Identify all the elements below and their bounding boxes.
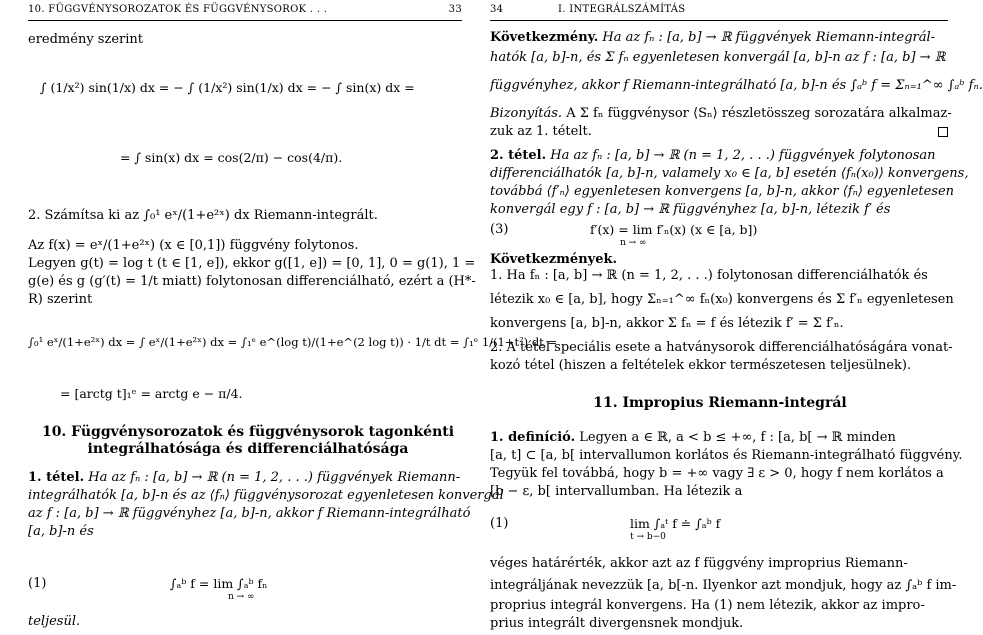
section-title: 10. Függvénysorozatok és függvénysorok tagonkénti integrálhatósága és differenciálhatósága [41,424,455,457]
definition-line-8: prius integrált divergensnek mondjuk. [490,616,744,631]
theorem-1-label: 1. tétel. [28,470,85,485]
theorem-1-line-1 [28,470,460,485]
theorem-1-line-2: integrálhatók [a, b]-n és az ⟨fₙ⟩ függvénysorozat egyenletesen konvergál [28,488,504,503]
definition-line-2: [a, t] ⊂ [a, b[ intervallumon korlátos és Riemann-integrálható függvény. [490,448,963,463]
kovetkezmeny-label: Következmény. [490,30,599,45]
definition-line-1 [490,430,896,445]
bizonyitas-label: Bizonyítás. [490,106,563,121]
equation-1r-label: (1) [490,516,509,531]
header-text: I. INTEGRÁLSZÁMÍTÁS [558,4,686,15]
solution-line-1: Az f(x) = eˣ/(1+e²ˣ) (x ∈ [0,1]) függvény folytonos. [28,238,359,253]
solution-line-3: g(e) és g (g′(t) = 1/t miatt) folytonosan differenciálható, ezért a (H*- [28,274,476,289]
teljesul-text: teljesül. [28,614,81,629]
theorem-1-text: Ha az fₙ : [a, b] → ℝ (n = 1, 2, . . .) függvények Riemann- [88,470,461,485]
equation-1-limit-subscript: n → ∞ [228,592,255,602]
section-title: 11. Impropius Riemann-integrál [593,395,847,411]
kovetkezmeny-line-2: hatók [a, b]-n, és Σ fₙ egyenletesen konvergál [a, b]-n az f : [a, b] → ℝ [490,50,946,65]
theorem-2-line-2: differenciálhatók [a, b]-n, valamely x₀ ∈ [a, b] esetén ⟨fₙ(x₀)⟩ konvergens, [490,166,969,181]
definition-line-7: proprius integrál konvergens. Ha (1) nem létezik, akkor az impro- [490,598,925,613]
theorem-2-text: Ha az fₙ : [a, b] → ℝ (n = 1, 2, . . .) függvények folytonosan [550,148,936,163]
header-rule [28,20,462,21]
equation-1r: lim ∫ₐᵗ f ≐ ∫ₐᵇ f [630,516,721,531]
kovetkezmeny-text: Ha az fₙ : [a, b] → ℝ függvények Riemann-integrál- [602,30,936,45]
consequence-2-line-1: 2. A tétel speciális esete a hatványsorok differenciálhatóságára vonat- [490,340,953,355]
definition-label: 1. definíció. [490,430,576,445]
bizonyitas-line-1 [490,106,952,121]
definition-line-4: [b − ε, b[ intervallumban. Ha létezik a [490,484,743,499]
bizonyitas-line-2 [490,124,948,139]
right-page [480,0,983,635]
formula-2a: ∫₀¹ eˣ/(1+e²ˣ) dx = ∫ eˣ/(1+e²ˣ) dx = ∫₁ᵉ e^(log t)/(1+e^(2 log t)) · 1/t dt = ∫₁ᵉ 1/(1+t²) dt = [28,335,558,349]
header-rule [490,20,948,21]
consequence-1-line-2: létezik x₀ ∈ [a, b], hogy Σₙ₌₁^∞ fₙ(x₀) konvergens és Σ f′ₙ egyenletesen [490,292,954,307]
definition-line-6: integráljának nevezzük [a, b[-n. Ilyenkor azt mondjuk, hogy az ∫ₐᵇ f im- [490,578,957,593]
equation-1: ∫ₐᵇ f = lim ∫ₐᵇ fₙ [170,576,268,591]
consequence-1-line-3: konvergens [a, b]-n, akkor Σ fₙ = f és létezik f′ = Σ f′ₙ. [490,316,844,331]
bizonyitas-text: A Σ fₙ függvénysor ⟨Sₙ⟩ részletösszeg sorozatára alkalmaz- [566,106,952,121]
equation-3-label: (3) [490,222,509,237]
theorem-2-line-4: konvergál egy f : [a, b] → ℝ függvényhez [a, b]-n, létezik f′ és [490,202,891,217]
task-2: 2. Számítsa ki az ∫₀¹ eˣ/(1+e²ˣ) dx Riemann-integrált. [28,208,378,223]
formula-1a: ∫ (1/x²) sin(1/x) dx = − ∫ (1/x²) sin(1/x) dx = − ∫ sin(x) dx = [40,80,415,95]
running-header [28,4,462,18]
theorem-1-line-4: [a, b]-n és [28,524,94,539]
theorem-2-label: 2. tétel. [490,148,547,163]
bizonyitas-text-2: zuk az 1. tételt. [490,124,592,139]
kovetkezmeny-line-3: függvényhez, akkor f Riemann-integrálható [a, b]-n és ∫ₐᵇ f = Σₙ₌₁^∞ ∫ₐᵇ fₙ. [490,78,983,93]
consequence-1-line-1: 1. Ha fₙ : [a, b] → ℝ (n = 1, 2, . . .) folytonosan differenciálhatók és [490,268,928,283]
theorem-2-line-1 [490,148,936,163]
equation-3: f′(x) = lim f′ₙ(x) (x ∈ [a, b]) [590,222,758,237]
formula-2b: = [arctg t]₁ᵉ = arctg e − π/4. [60,386,243,401]
equation-1r-limit-subscript: t → b−0 [630,532,666,542]
intro-text: eredmény szerint [28,32,143,47]
kovetkezmeny-line-1 [490,30,935,45]
qed-square-icon [938,127,948,137]
definition-text: Legyen a ∈ ℝ, a < b ≤ +∞, f : [a, b[ → ℝ minden [579,430,896,445]
theorem-1-line-3: az f : [a, b] → ℝ függvényhez [a, b]-n, akkor f Riemann-integrálható [28,506,471,521]
solution-line-2: Legyen g(t) = log t (t ∈ [1, e]), ekkor g([1, e]) = [0, 1], 0 = g(1), 1 = [28,256,476,271]
formula-1b: = ∫ sin(x) dx = cos(2/π) − cos(4/π). [120,150,343,165]
header-text: 10. FÜGGVÉNYSOROZATOK ÉS FÜGGVÉNYSOROK . . . [28,4,328,15]
equation-label: (1) [28,576,47,591]
page-number: 34 [490,4,504,15]
consequence-2-line-2: kozó tétel (hiszen a feltételek ekkor természetesen teljesülnek). [490,358,912,373]
page-number: 33 [448,4,462,15]
definition-line-3: Tegyük fel továbbá, hogy b = +∞ vagy ∃ ε > 0, hogy f nem korlátos a [490,466,944,481]
theorem-2-line-3: továbbá ⟨f′ₙ⟩ egyenletesen konvergens [a, b]-n, akkor ⟨fₙ⟩ egyenletesen [490,184,955,199]
kovetkezmenyek-label: Következmények. [490,252,618,267]
solution-line-4: R) szerint [28,292,93,307]
running-header [490,4,948,18]
equation-3-limit-subscript: n → ∞ [620,238,647,248]
definition-line-5: véges határérték, akkor azt az f függvény improprius Riemann- [490,556,908,571]
